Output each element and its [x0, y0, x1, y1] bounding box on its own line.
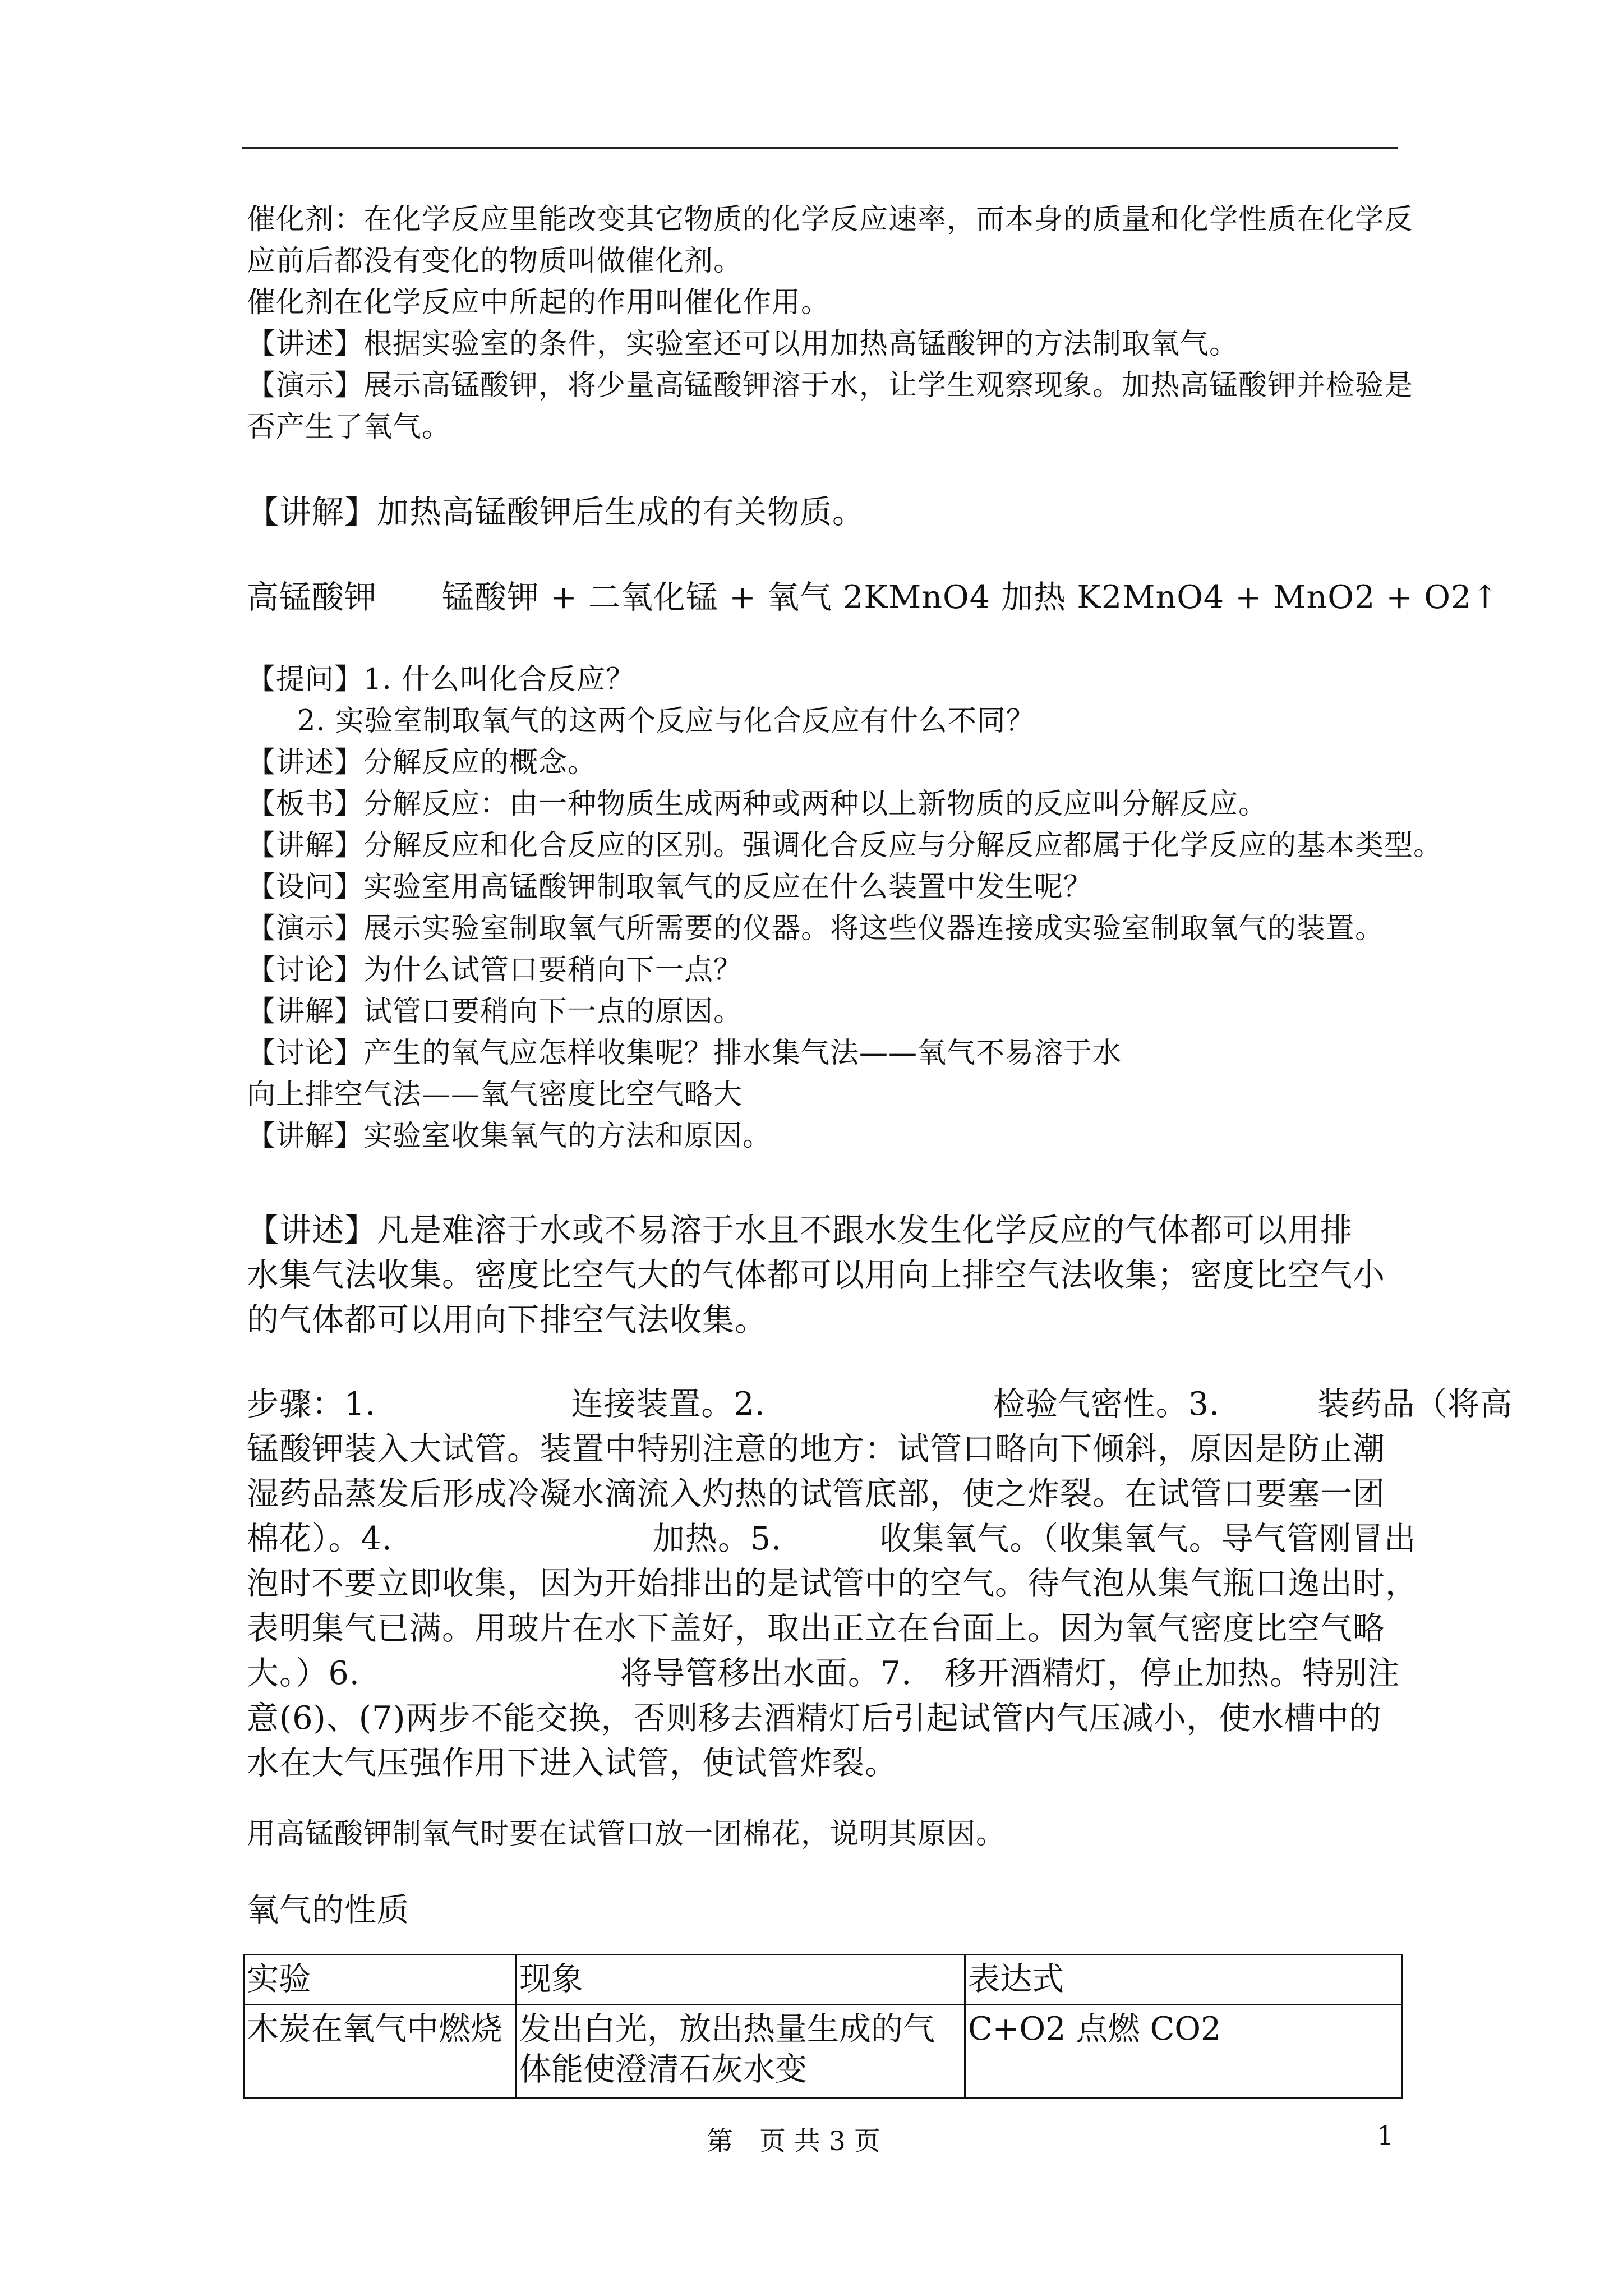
text-line: 2. 实验室制取氧气的这两个反应与化合反应有什么不同？ — [297, 705, 1035, 738]
text-line: 催化剂在化学反应中所起的作用叫催化作用。 — [247, 286, 831, 319]
text-line: 【板书】分解反应：由一种物质生成两种或两种以上新物质的反应叫分解反应。 — [247, 788, 1268, 821]
text-line: 【讨论】产生的氧气应怎样收集呢？排水集气法——氧气不易溶于水 — [247, 1037, 1122, 1070]
equation-line: 高锰酸钾 锰酸钾 + 二氧化锰 + 氧气 2KMnO4 加热 K2MnO4 + MnO2 + O2↑ — [247, 579, 1500, 616]
table-header-cell: 实验 — [244, 1955, 517, 2005]
text-line: 【演示】展示实验室制取氧气所需要的仪器。将这些仪器连接成实验室制取氧气的装置。 — [247, 912, 1385, 945]
text-line: 【讲解】分解反应和化合反应的区别。强调化合反应与分解反应都属于化学反应的基本类型。 — [247, 829, 1443, 862]
text-line: 棉花）。4. 加热。5. 收集氧气。（收集氧气。导气管刚冒出 — [247, 1520, 1417, 1557]
text-line: 【讲述】根据实验室的条件，实验室还可以用加热高锰酸钾的方法制取氧气。 — [247, 328, 1239, 361]
text-line: 【讲述】凡是难溶于水或不易溶于水且不跟水发生化学反应的气体都可以用排 — [247, 1212, 1353, 1249]
text-line: 应前后都没有变化的物质叫做催化剂。 — [247, 245, 743, 278]
text-line: 湿药品蒸发后形成冷凝水滴流入灼热的试管底部，使之炸裂。在试管口要塞一团 — [247, 1475, 1385, 1512]
oxygen-properties-table — [243, 1954, 1403, 2099]
table-cell: C+O2 点燃 CO2 — [965, 2005, 1403, 2099]
text-line: 否产生了氧气。 — [247, 411, 451, 444]
text-line: 【讲解】加热高锰酸钾后生成的有关物质。 — [247, 494, 865, 531]
text-line: 水在大气压强作用下进入试管，使试管炸裂。 — [247, 1745, 897, 1782]
text-line: 【讨论】为什么试管口要稍向下一点？ — [247, 954, 743, 987]
text-line: 向上排空气法——氧气密度比空气略大 — [247, 1078, 743, 1111]
text-line: 【讲解】实验室收集氧气的方法和原因。 — [247, 1120, 772, 1153]
text-line: 催化剂：在化学反应里能改变其它物质的化学反应速率，而本身的质量和化学性质在化学反 — [247, 203, 1414, 236]
table-header-row — [244, 1955, 1403, 2005]
text-line: 水集气法收集。密度比空气大的气体都可以用向上排空气法收集；密度比空气小 — [247, 1257, 1385, 1294]
table-cell: 木炭在氧气中燃烧 — [244, 2005, 517, 2099]
text-line: 【提问】1. 什么叫化合反应？ — [247, 663, 635, 696]
text-line: 【讲述】分解反应的概念。 — [247, 746, 597, 779]
section-heading: 氧气的性质 — [247, 1892, 409, 1929]
text-line: 泡时不要立即收集，因为开始排出的是试管中的空气。待气泡从集气瓶口逸出时， — [247, 1565, 1418, 1602]
text-line: 意(6)、(7)两步不能交换，否则移去酒精灯后引起试管内气压减小，使水槽中的 — [247, 1700, 1382, 1737]
text-line: 表明集气已满。用玻片在水下盖好，取出正立在台面上。因为氧气密度比空气略 — [247, 1610, 1385, 1647]
text-line: 用高锰酸钾制氧气时要在试管口放一团棉花，说明其原因。 — [247, 1818, 1006, 1851]
text-line: 步骤：1. 连接装置。2. 检验气密性。3. 装药品（将高 — [247, 1386, 1513, 1423]
text-line: 【讲解】试管口要稍向下一点的原因。 — [247, 995, 743, 1028]
table-header-cell: 现象 — [517, 1955, 965, 2005]
text-line: 锰酸钾装入大试管。装置中特别注意的地方：试管口略向下倾斜，原因是防止潮 — [247, 1430, 1385, 1467]
text-line: 【演示】展示高锰酸钾，将少量高锰酸钾溶于水，让学生观察现象。加热高锰酸钾并检验是 — [247, 369, 1414, 402]
header-rule — [242, 147, 1398, 149]
table-row — [244, 2005, 1403, 2099]
page-footer-text: 第 页 共 3 页 — [707, 2126, 880, 2157]
text-line: 大。）6. 将导管移出水面。7. 移开酒精灯，停止加热。特别注 — [247, 1655, 1400, 1692]
text-line: 的气体都可以用向下排空气法收集。 — [247, 1301, 767, 1338]
text-line: 【设问】实验室用高锰酸钾制取氧气的反应在什么装置中发生呢？ — [247, 871, 1093, 904]
table-header-cell: 表达式 — [965, 1955, 1403, 2005]
page-number: 1 — [1377, 2120, 1394, 2151]
table-cell: 发出白光，放出热量生成的气体能使澄清石灰水变 — [517, 2005, 965, 2099]
